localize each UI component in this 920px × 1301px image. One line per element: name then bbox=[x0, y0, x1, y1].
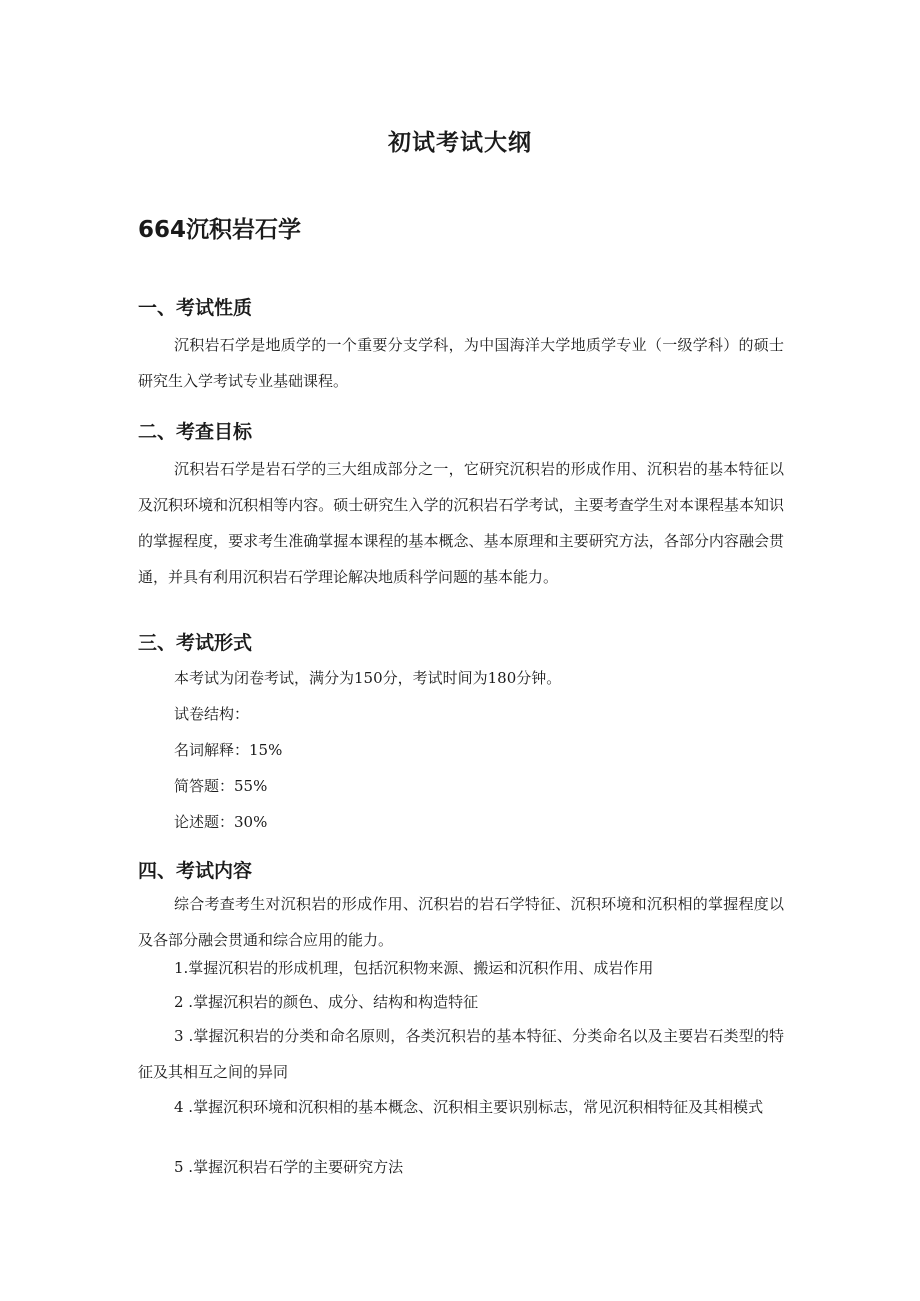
section-heading-nature: 一、考试性质 bbox=[138, 297, 253, 319]
format-line: 简答题：55% bbox=[174, 777, 268, 795]
section-paragraph-objectives: 沉积岩石学是岩石学的三大组成部分之一，它研究沉积岩的形成作用、沉积岩的基本特征以及沉积环境和沉积相等内容。硕士研究生入学的沉积岩石学考试，主要考查学生对本课程基本知识的掌握程度，要求考生准确掌握本课程的基本概念、基本原理和主要研究方法，各部分内容融会贯通，并具有利用沉积岩石学理论解决地质科学问题的基本能力。 bbox=[138, 460, 784, 586]
content-list-item: 4 .掌握沉积环境和沉积相的基本概念、沉积相主要识别标志，常见沉积相特征及其相模式 bbox=[174, 1098, 764, 1116]
content-list-item: 1.掌握沉积岩的形成机理，包括沉积物来源、搬运和沉积作用、成岩作用 bbox=[174, 959, 654, 977]
section-paragraph-content: 综合考查考生对沉积岩的形成作用、沉积岩的岩石学特征、沉积环境和沉积相的掌握程度以及各部分融会贯通和综合应用的能力。 bbox=[138, 895, 784, 949]
document-title: 初试考试大纲 bbox=[388, 130, 532, 156]
content-list-item: 2 .掌握沉积岩的颜色、成分、结构和构造特征 bbox=[174, 993, 479, 1011]
section-paragraph-nature: 沉积岩石学是地质学的一个重要分支学科，为中国海洋大学地质学专业（一级学科）的硕士研究生入学考试专业基础课程。 bbox=[138, 336, 784, 390]
course-title: 664沉积岩石学 bbox=[138, 217, 302, 243]
format-line: 名词解释：15% bbox=[174, 741, 283, 759]
format-line: 本考试为闭卷考试，满分为150分，考试时间为180分钟。 bbox=[174, 669, 562, 687]
section-heading-format: 三、考试形式 bbox=[138, 632, 253, 654]
section-heading-content: 四、考试内容 bbox=[138, 860, 253, 882]
format-line: 论述题：30% bbox=[174, 813, 268, 831]
content-list-item: 3 .掌握沉积岩的分类和命名原则，各类沉积岩的基本特征、分类命名以及主要岩石类型的特征及其相互之间的异同 bbox=[138, 1027, 784, 1081]
section-heading-objectives: 二、考查目标 bbox=[138, 421, 253, 443]
content-list-item: 5 .掌握沉积岩石学的主要研究方法 bbox=[174, 1158, 404, 1176]
format-line: 试卷结构： bbox=[174, 705, 250, 723]
